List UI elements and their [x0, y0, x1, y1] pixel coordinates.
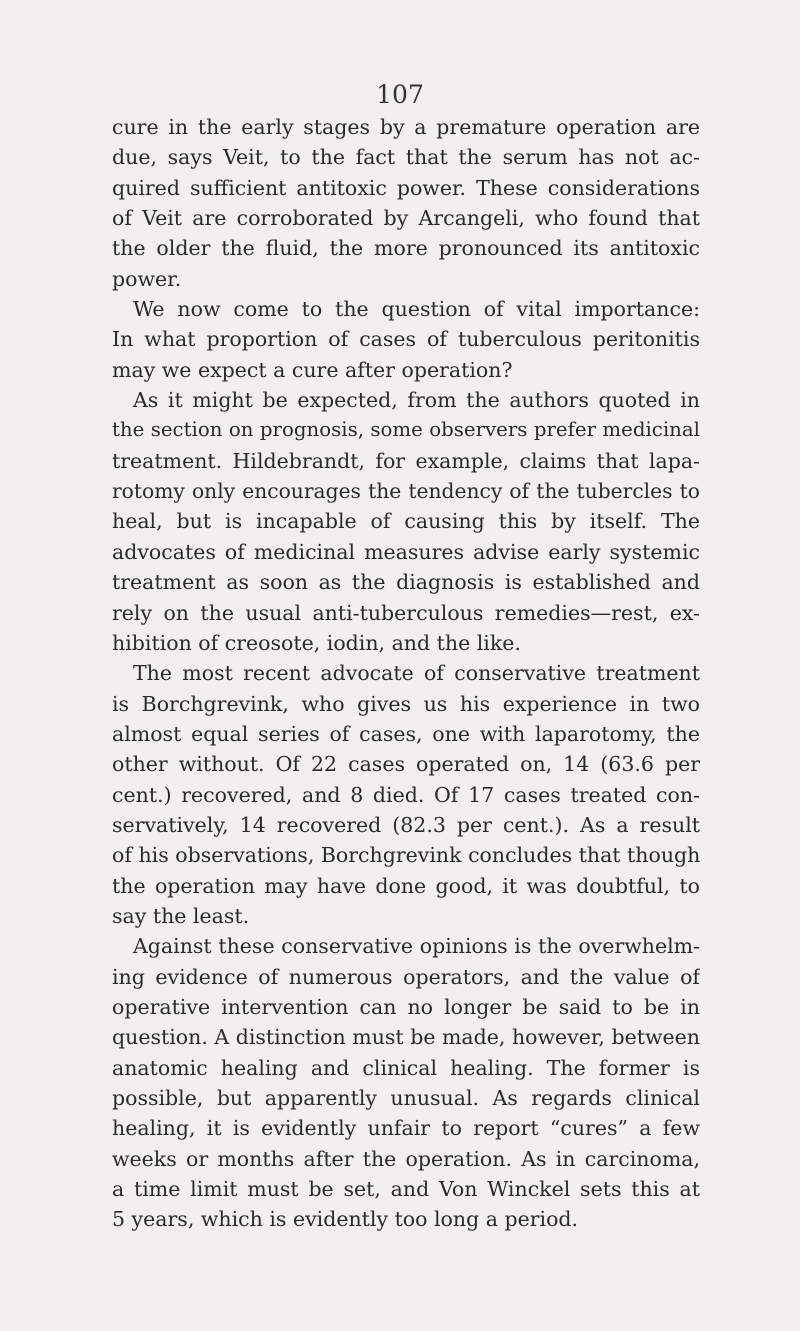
- text-line: rely on the usual anti-tuberculous remedies—rest, ex-: [112, 600, 700, 625]
- text-line: operative intervention can no longer be said to be in: [112, 994, 700, 1019]
- text-line: heal, but is incapable of causing this by itself. The: [112, 509, 700, 534]
- text-line: of Veit are corroborated by Arcangeli, who found that: [112, 206, 700, 231]
- text-line: due, says Veit, to the fact that the serum has not ac-: [112, 145, 700, 170]
- text-line: hibition of creosote, iodin, and the like.: [112, 630, 521, 655]
- text-line: quired sufficient antitoxic power. These considerations: [112, 175, 700, 200]
- text-line: treatment. Hildebrandt, for example, claims that lapa-: [112, 448, 700, 473]
- text-line: Against these conservative opinions is the overwhelm-: [133, 934, 700, 959]
- text-line: In what proportion of cases of tuberculous peritonitis: [112, 327, 700, 352]
- text-line: the section on prognosis, some observers prefer medicinal: [112, 418, 700, 442]
- text-line: rotomy only encourages the tendency of the tubercles to: [112, 479, 700, 504]
- text-line: is Borchgrevink, who gives us his experience in two: [112, 691, 700, 716]
- body-text: [112, 112, 700, 1235]
- text-line: may we expect a cure after operation?: [112, 357, 513, 382]
- text-line: advocates of medicinal measures advise early systemic: [112, 539, 700, 564]
- text-line: treatment as soon as the diagnosis is established and: [112, 570, 700, 595]
- text-line: healing, it is evidently unfair to report “cures” a few: [112, 1116, 700, 1141]
- page-number: 107: [376, 80, 424, 109]
- text-line: servatively, 14 recovered (82.3 per cent.). As a result: [112, 812, 700, 837]
- text-line: We now come to the question of vital importance:: [133, 297, 700, 322]
- text-line: cure in the early stages by a premature operation are: [112, 115, 700, 139]
- text-line: 5 years, which is evidently too long a period.: [112, 1207, 579, 1232]
- text-line: question. A distinction must be made, however, between: [112, 1025, 700, 1050]
- text-line: ing evidence of numerous operators, and the value of: [112, 964, 700, 989]
- text-line: the operation may have done good, it was doubtful, to: [112, 873, 700, 898]
- text-line: weeks or months after the operation. As in carcinoma,: [112, 1146, 700, 1171]
- text-line: power.: [112, 266, 182, 291]
- text-line: As it might be expected, from the authors quoted in: [133, 388, 700, 413]
- text-line: The most recent advocate of conservative treatment: [133, 661, 700, 686]
- text-line: possible, but apparently unusual. As regards clinical: [112, 1086, 700, 1110]
- text-line: cent.) recovered, and 8 died. Of 17 cases treated con-: [112, 782, 700, 807]
- text-line: of his observations, Borchgrevink concludes that though: [112, 843, 700, 868]
- text-line: a time limit must be set, and Von Winckel sets this at: [112, 1177, 700, 1202]
- text-line: say the least.: [112, 903, 250, 928]
- text-line: the older the fluid, the more pronounced its antitoxic: [112, 236, 700, 261]
- text-line: almost equal series of cases, one with laparotomy, the: [112, 721, 700, 746]
- text-line: other without. Of 22 cases operated on, 14 (63.6 per: [112, 752, 700, 777]
- text-line: anatomic healing and clinical healing. The former is: [112, 1055, 700, 1080]
